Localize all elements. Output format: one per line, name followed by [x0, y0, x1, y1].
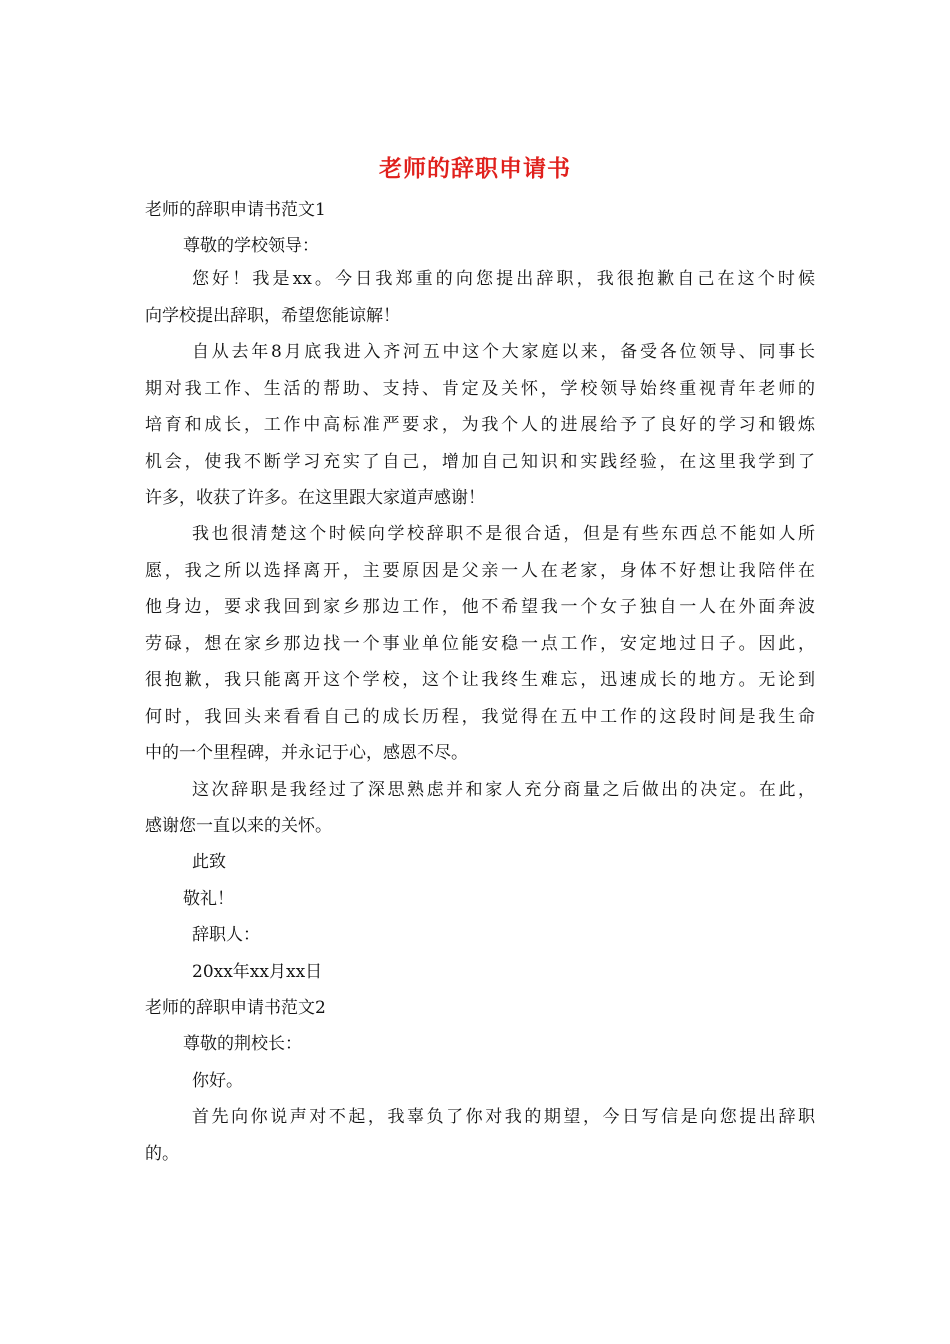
- paragraph-line: 中的一个里程碑，并永记于心，感恩不尽。: [145, 743, 468, 763]
- paragraph-line: 期对我工作、生活的帮助、支持、肯定及关怀，学校领导始终重视青年老师的: [145, 379, 815, 399]
- paragraph-line: 这次辞职是我经过了深思熟虑并和家人充分商量之后做出的决定。在此，: [192, 780, 815, 800]
- signature-line: 辞职人：: [192, 925, 260, 945]
- paragraph-line: 向学校提出辞职，希望您能谅解！: [145, 306, 400, 326]
- paragraph-line: 劳碌，想在家乡那边找一个事业单位能安稳一点工作，安定地过日子。因此，: [145, 634, 815, 654]
- paragraph-line: 何时，我回头来看看自己的成长历程，我觉得在五中工作的这段时间是我生命: [145, 707, 815, 727]
- paragraph-line: 我也很清楚这个时候向学校辞职不是很合适，但是有些东西总不能如人所: [192, 524, 815, 544]
- paragraph-line: 感谢您一直以来的关怀。: [145, 816, 332, 836]
- paragraph-line: 自从去年8月底我进入齐河五中这个大家庭以来，备受各位领导、同事长: [192, 342, 815, 362]
- section-heading-1: 老师的辞职申请书范文1: [145, 200, 326, 220]
- paragraph-line: 您好！我是xx。今日我郑重的向您提出辞职，我很抱歉自己在这个时候: [192, 269, 815, 289]
- paragraph-line: 的。: [145, 1144, 179, 1164]
- paragraph-line: 培育和成长，工作中高标准严要求，为我个人的进展给予了良好的学习和锻炼: [145, 415, 815, 435]
- document-title: 老师的辞职申请书: [379, 155, 571, 182]
- closing-line: 敬礼！: [183, 889, 234, 909]
- greeting-line: 你好。: [192, 1071, 243, 1091]
- salutation-1: 尊敬的学校领导：: [183, 236, 319, 256]
- paragraph-line: 他身边，要求我回到家乡那边工作，他不希望我一个女子独自一人在外面奔波: [145, 597, 815, 617]
- closing-line: 此致: [192, 852, 226, 872]
- paragraph-line: 很抱歉，我只能离开这个学校，这个让我终生难忘，迅速成长的地方。无论到: [145, 670, 815, 690]
- paragraph-line: 愿，我之所以选择离开，主要原因是父亲一人在老家，身体不好想让我陪伴在: [145, 561, 815, 581]
- paragraph-line: 许多，收获了许多。在这里跟大家道声感谢！: [145, 488, 485, 508]
- paragraph-line: 首先向你说声对不起，我辜负了你对我的期望，今日写信是向您提出辞职: [192, 1107, 815, 1127]
- paragraph-line: 机会，使我不断学习充实了自己，增加自己知识和实践经验，在这里我学到了: [145, 452, 815, 472]
- date-line: 20xx年xx月xx日: [192, 962, 323, 982]
- section-heading-2: 老师的辞职申请书范文2: [145, 998, 326, 1018]
- salutation-2: 尊敬的荆校长：: [183, 1034, 302, 1054]
